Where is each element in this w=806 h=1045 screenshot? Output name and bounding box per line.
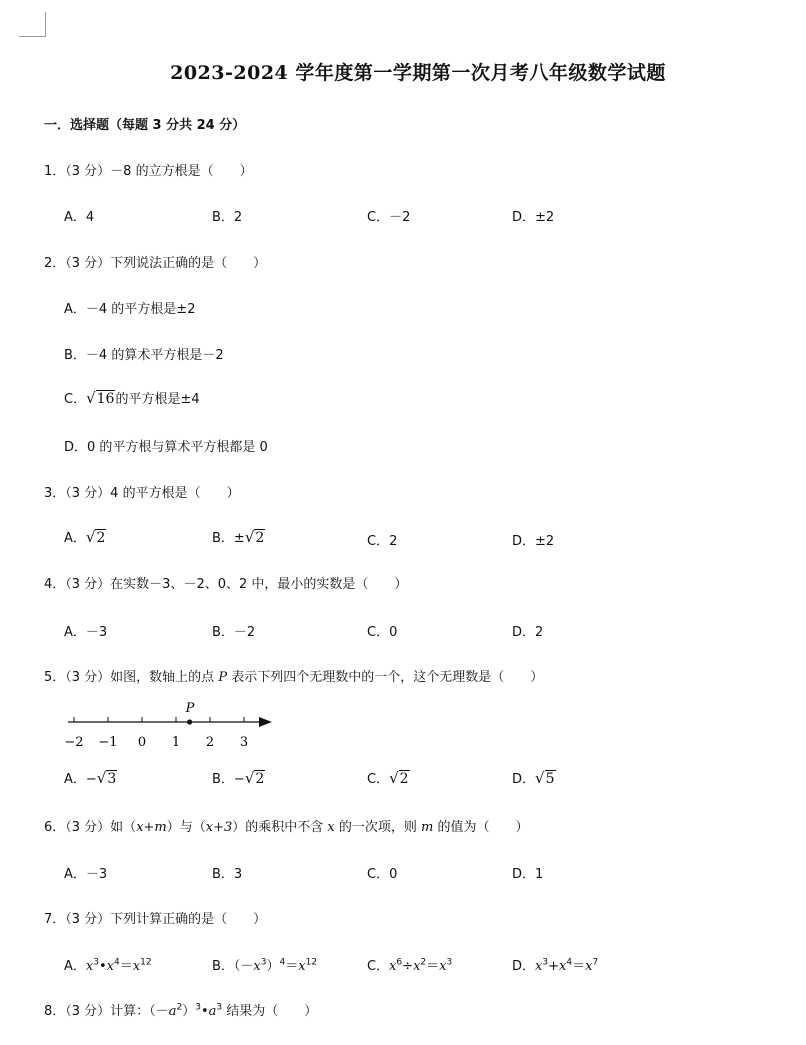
square-root-expression: √16	[86, 389, 115, 407]
question-2-stem: 2．（3 分）下列说法正确的是（ ）	[44, 256, 267, 271]
option-b	[212, 527, 265, 546]
number-line-figure	[60, 700, 290, 752]
option-label: A．	[64, 959, 86, 974]
exponent: 3	[216, 1002, 223, 1013]
option-a	[64, 955, 152, 974]
square-root-expression: √2	[244, 769, 265, 787]
option-c: C．0	[367, 625, 398, 640]
equals-sign: ＝	[119, 959, 133, 974]
question-3-options	[64, 527, 764, 547]
option-label: B．−	[212, 772, 245, 787]
math-variable: x+m	[136, 820, 167, 835]
stem-text: 8．（3 分）计算：（－	[44, 1004, 169, 1019]
radicand: 3	[107, 771, 117, 787]
math-variable: x	[298, 959, 306, 974]
operator: •	[98, 959, 107, 974]
operator: +	[548, 959, 559, 974]
option-label: B．±	[212, 531, 245, 546]
option-a	[64, 768, 117, 787]
option-b: B．3	[212, 867, 243, 882]
radicand: 2	[255, 771, 265, 787]
number-line-tick-label: 1	[171, 735, 181, 750]
number-line-tick-label: 2	[205, 735, 215, 750]
option-a: A．－3	[64, 625, 108, 640]
square-root-expression: √3	[96, 769, 117, 787]
math-variable: x	[439, 959, 447, 974]
question-2-option-b: B．－4 的算术平方根是－2	[64, 348, 224, 363]
question-6-options	[64, 863, 764, 883]
question-2-option-d: D．0 的平方根与算术平方根都是 0	[64, 440, 268, 455]
option-label: A．	[64, 531, 86, 546]
number-line-tick-label: 0	[137, 735, 147, 750]
page-title: 2023-2024 学年度第一学期第一次月考八年级数学试题	[170, 62, 666, 84]
question-2-option-a: A．－4 的平方根是±2	[64, 302, 196, 317]
exponent: 6	[396, 957, 403, 968]
stem-text: 的一次项，则	[334, 820, 422, 835]
option-label: D．	[512, 959, 536, 974]
option-label: D．	[512, 772, 536, 787]
operator: ÷	[402, 959, 414, 974]
option-d	[512, 955, 598, 974]
stem-text: 结果为（ ）	[222, 1004, 318, 1019]
math-variable: x	[132, 959, 141, 974]
option-b: B．2	[212, 210, 243, 225]
point-p-marker	[187, 719, 192, 724]
section-heading: 一．选择题（每题 3 分共 24 分）	[44, 118, 246, 133]
math-variable: a	[168, 1004, 177, 1019]
question-8-stem	[44, 1000, 317, 1019]
option-d	[512, 768, 556, 787]
option-label: A．−	[64, 772, 97, 787]
option-c: C．2	[367, 534, 398, 549]
option-text: 的平方根是±4	[115, 392, 200, 407]
option-b	[212, 768, 265, 787]
stem-text: 表示下列四个无理数中的一个，这个无理数是（ ）	[227, 670, 544, 685]
option-d: D．1	[512, 867, 544, 882]
exponent: 3	[446, 957, 453, 968]
radicand: 2	[96, 530, 106, 546]
page-corner-mark	[19, 12, 46, 37]
math-variable: a	[208, 1004, 217, 1019]
option-d: D．2	[512, 625, 544, 640]
exponent: 7	[592, 957, 599, 968]
option-label: C．	[367, 959, 390, 974]
option-label: C．	[367, 772, 390, 787]
question-3-stem: 3．（3 分）4 的平方根是（ ）	[44, 486, 240, 501]
math-variable: x	[535, 959, 543, 974]
question-4-stem: 4．（3 分）在实数－3、－2、0、2 中，最小的实数是（ ）	[44, 577, 408, 592]
option-label: B．（－	[212, 959, 254, 974]
equals-sign: ＝	[285, 959, 299, 974]
stem-text: ）与（	[166, 820, 206, 835]
exponent: 3	[542, 957, 549, 968]
option-c	[367, 768, 410, 787]
math-variable: x	[106, 959, 114, 974]
stem-text: 6．（3 分）如（	[44, 820, 137, 835]
question-5-stem	[44, 666, 543, 685]
question-6-stem	[44, 816, 528, 835]
math-variable: x	[85, 959, 94, 974]
exponent: 12	[140, 957, 152, 968]
square-root-expression: √5	[535, 769, 555, 787]
math-variable: x	[413, 959, 421, 974]
square-root-expression: √2	[85, 528, 106, 546]
option-label: C．	[64, 392, 87, 407]
option-a: A．－3	[64, 867, 108, 882]
paren: ）	[266, 959, 280, 974]
stem-text: ）	[182, 1004, 196, 1019]
stem-text: 5．（3 分）如图，数轴上的点	[44, 670, 219, 685]
exponent: 4	[114, 957, 120, 968]
equals-sign: ＝	[426, 959, 440, 974]
option-a	[64, 527, 106, 546]
exponent: 4	[279, 957, 286, 968]
math-variable: x+3	[205, 820, 233, 835]
radicand: 2	[399, 771, 409, 787]
exponent: 4	[566, 957, 573, 968]
math-variable: x	[389, 959, 397, 974]
question-1-options	[64, 206, 764, 226]
option-b: B．－2	[212, 625, 256, 640]
radicand: 16	[96, 391, 115, 407]
question-5-options	[64, 768, 764, 788]
option-b	[212, 955, 317, 974]
question-2-option-c	[64, 388, 200, 407]
option-c: C．0	[367, 867, 398, 882]
option-c: C．－2	[367, 210, 411, 225]
question-1-stem: 1．（3 分）－8 的立方根是（ ）	[44, 164, 253, 179]
number-line-arrow	[259, 717, 272, 727]
question-7-options	[64, 955, 764, 975]
option-a: A．4	[64, 210, 95, 225]
number-line-tick-label: −2	[64, 735, 84, 750]
question-7-stem: 7．（3 分）下列计算正确的是（ ）	[44, 912, 267, 927]
point-p-label: P	[185, 701, 195, 716]
exponent: 12	[305, 957, 318, 968]
question-4-options	[64, 621, 764, 641]
exponent: 3	[260, 957, 267, 968]
math-variable: m	[421, 820, 434, 835]
radicand: 2	[255, 530, 265, 546]
math-variable: x	[253, 959, 261, 974]
stem-text: 的值为（ ）	[433, 820, 529, 835]
stem-text: ）的乘积中不含	[232, 820, 328, 835]
operator: •	[200, 1004, 209, 1019]
equals-sign: ＝	[572, 959, 586, 974]
option-d: D．±2	[512, 210, 555, 225]
point-label: P	[218, 670, 228, 685]
number-line-tick-label: 3	[239, 735, 249, 750]
option-d: D．±2	[512, 534, 555, 549]
radicand: 5	[545, 771, 555, 787]
exponent: 3	[195, 1002, 201, 1013]
number-line-tick-label: −1	[98, 735, 118, 750]
math-variable: x	[585, 959, 593, 974]
exponent: 3	[93, 957, 99, 968]
square-root-expression: √2	[389, 769, 409, 787]
math-variable: x	[559, 959, 567, 974]
exponent: 2	[176, 1002, 183, 1013]
option-c	[367, 955, 452, 974]
math-variable: x	[327, 820, 335, 835]
square-root-expression: √2	[244, 528, 265, 546]
exponent: 2	[420, 957, 427, 968]
